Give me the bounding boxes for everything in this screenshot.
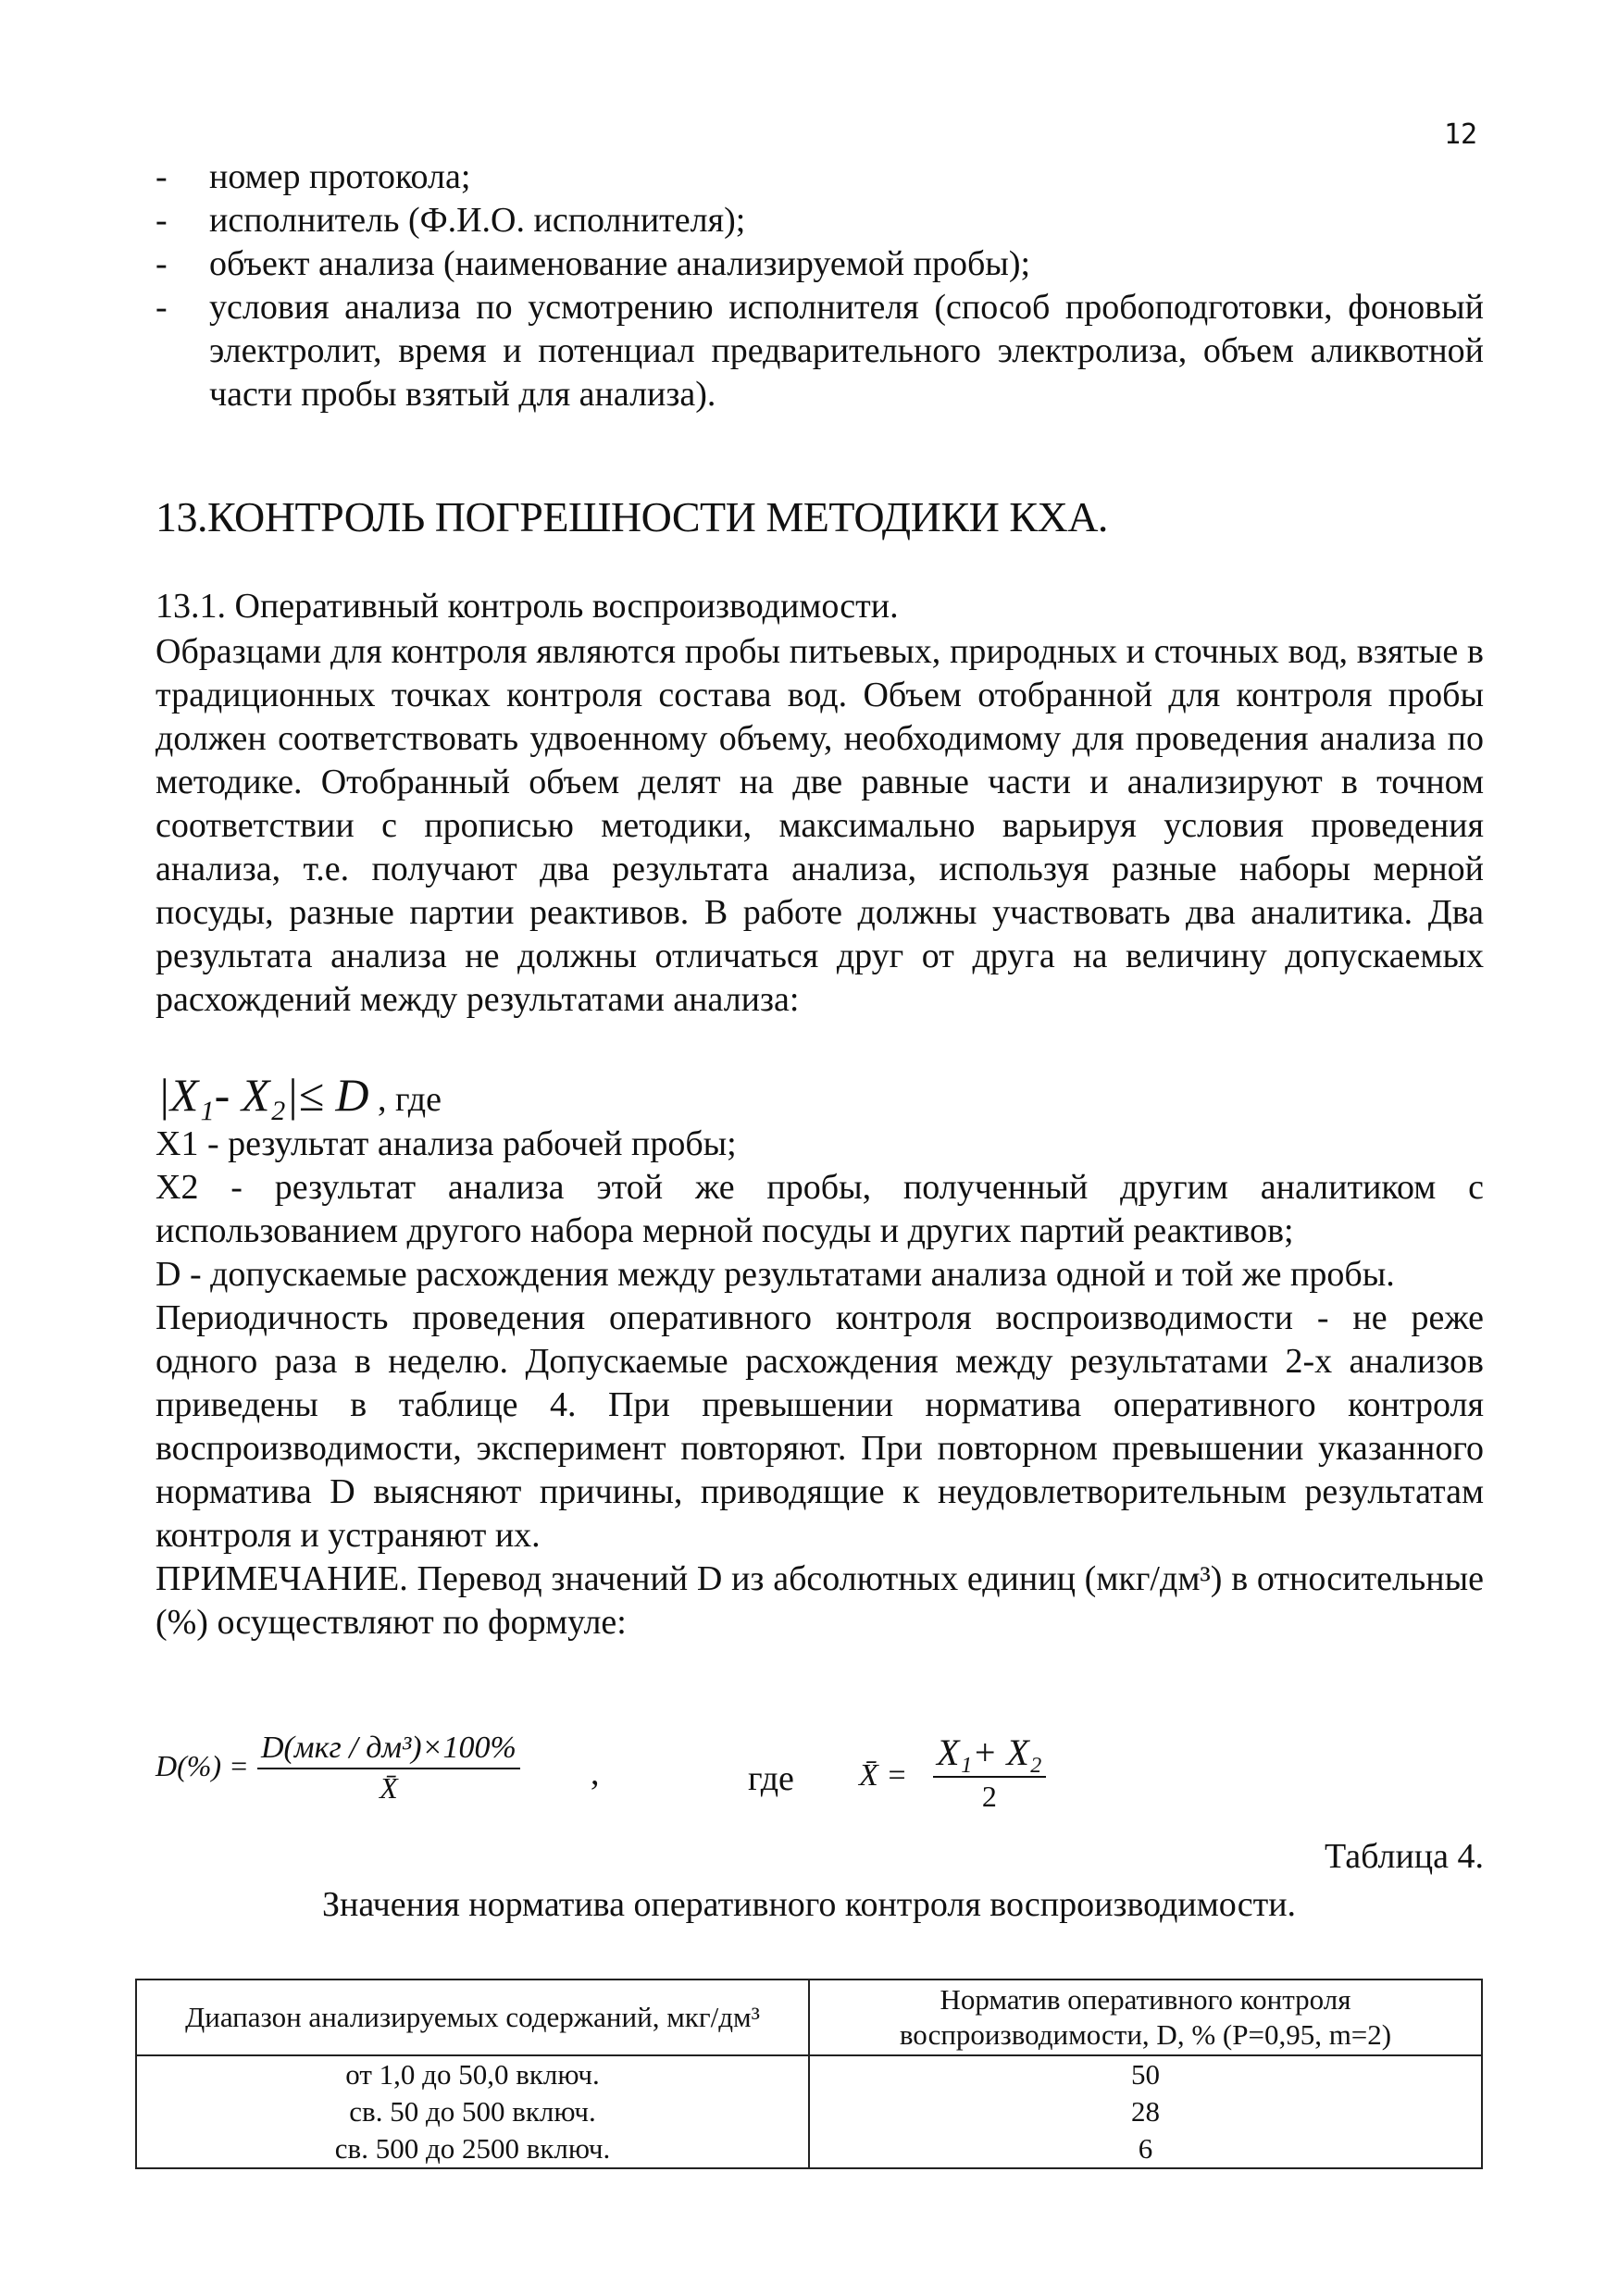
definition-d: D - допускаемые расхождения между результатами анализа одной и той же пробы. [156,1255,1395,1294]
inequality-suffix: , где [378,1080,442,1119]
list-item [156,199,1484,242]
list-item [156,155,1484,199]
table-title: Значения норматива оперативного контроля воспроизводимости. [321,1885,1297,1924]
table-cell-norm: 50 [809,2055,1482,2093]
list-dash: - [156,244,168,283]
inequality-formula [157,1069,442,1123]
list-dash: - [156,288,168,327]
xbar-lhs: X̄ = [859,1758,908,1793]
table-header-range: Диапазон анализируемых содержаний, мкг/дм³ [136,1980,809,2055]
definition-x2: X2 - результат анализа этой же пробы, полученный другим аналитиком с использованием другого набора мерной посуды и других партий реактивов; [156,1168,1484,1250]
list-item-text: объект анализа (наименование анализируемой пробы); [209,244,1031,283]
table-row [136,2130,1482,2168]
formula-where: где [748,1759,794,1798]
list-item-text: номер протокола; [209,157,471,196]
xbar-numerator: X₁+ X₂ [933,1731,1046,1778]
list-dash: - [156,201,168,240]
formula-numerator: D(мкг / дм³)×100% [257,1731,520,1769]
formula-lhs: D(%) = [156,1749,249,1782]
paragraph-control-samples: Образцами для контроля являются пробы питьевых, природных и сточных вод, взятые в традиционных точках контроля состава вод. Объем отобранной для контроля пробы должен соответствовать удвоенному объему, необходимому для проведения анализа по методике. Отобранный объем делят на две равные части и анализируют в точном соответствии с прописью методики, максимально варьируя условия проведения анализа, т.е. получают два результата анализа, используя разные наборы мерной посуды, разные партии реактивов. В работе должны участвовать два аналитика. Два результата анализа не должны отличаться друг от друга на величину допускаемых расхождений между результатами анализа: [156,632,1484,1019]
list-item [156,286,1484,416]
formula-denominator: X̄ [380,1771,398,1805]
paragraph-periodicity: Периодичность проведения оперативного контроля воспроизводимости - не реже одного раза в неделю. Допускаемые расхождения между результатами 2-х анализов приведены в таблице 4. При превышении норматива оперативного контроля воспроизводимости, эксперимент повторяют. При повторном превышении указанного норматива D выясняют причины, приводящие к неудовлетворительным результатам контроля и устраняют их. [156,1298,1484,1555]
xbar-fraction [933,1731,1046,1814]
table-cell-range: св. 500 до 2500 включ. [136,2130,809,2168]
list-dash: - [156,157,168,196]
conversion-formula [156,1731,1484,1832]
page-number: 12 [1444,118,1478,151]
definition-x1: X1 - результат анализа рабочей пробы; [156,1124,737,1163]
table-header-norm: Норматив оперативного контроля воспроизводимости, D, % (Р=0,95, m=2) [809,1980,1482,2055]
definitions-and-notes [156,1123,1484,1644]
list-item-text: исполнитель (Ф.И.О. исполнителя); [209,201,746,240]
table-row [136,2093,1482,2130]
table-cell-range: св. 50 до 500 включ. [136,2093,809,2130]
table-cell-range: от 1,0 до 50,0 включ. [136,2055,809,2093]
table-header-row [136,1980,1482,2055]
report-fields-list [156,155,1484,416]
inequality-expression: |X₁- X₂|≤ D [157,1069,369,1121]
section-heading: 13.КОНТРОЛЬ ПОГРЕШНОСТИ МЕТОДИКИ КХА. [156,493,1108,540]
formula-fraction [257,1731,520,1806]
xbar-denominator: 2 [981,1780,997,1813]
list-item [156,242,1484,286]
table-cell-norm: 6 [809,2130,1482,2168]
norm-table [135,1979,1483,2169]
table-row [136,2055,1482,2093]
table-cell-norm: 28 [809,2093,1482,2130]
formula-comma: , [591,1754,600,1793]
note-paragraph: ПРИМЕЧАНИЕ. Перевод значений D из абсолютных единиц (мкг/дм³) в относительные (%) осуществляют по формуле: [156,1559,1484,1642]
subsection-heading: 13.1. Оперативный контроль воспроизводимости. [156,587,899,626]
list-item-text: условия анализа по усмотрению исполнителя (способ пробоподготовки, фоновый электролит, время и потенциал предварительного электролиза, объем аликвотной части пробы взятый для анализа). [209,288,1484,414]
table-caption: Таблица 4. [1324,1837,1484,1876]
